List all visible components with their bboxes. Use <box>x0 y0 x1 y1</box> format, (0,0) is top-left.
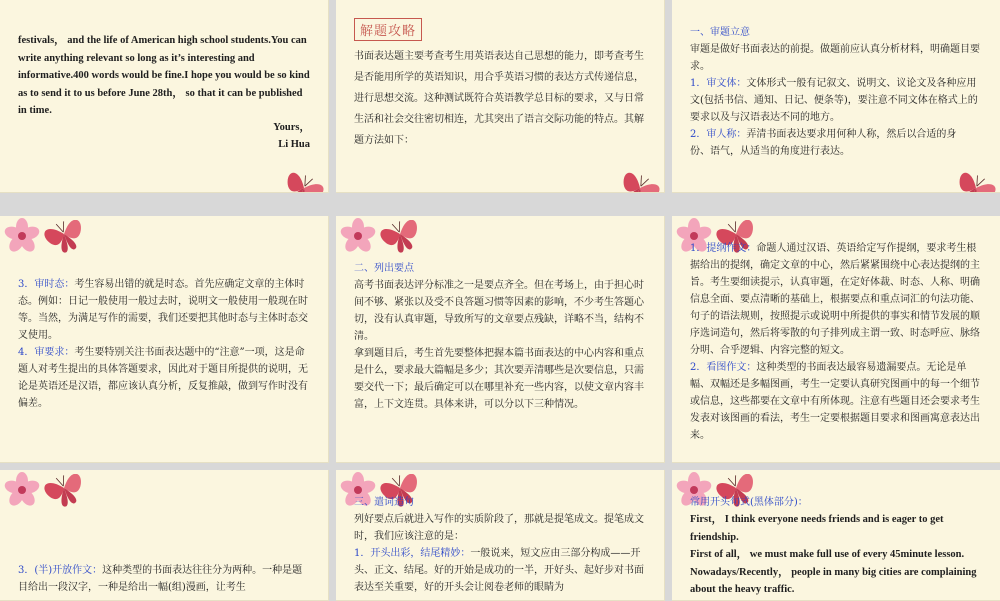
butterfly-icon <box>282 172 328 193</box>
heading-wording: 三、遣词造句 <box>354 497 414 508</box>
slide-5 <box>336 216 665 463</box>
butterfly-icon <box>44 474 84 508</box>
slide-4 <box>0 216 329 463</box>
item-requirement: 4．审要求：考生要特别关注书面表达题中的“注意”一项，这是命题人对考生提出的具体答题要求，因此对于题目所提供的说明，无论是英语还是汉语，都应该认真分析，反复推敲，做到写作时没有偏差。 <box>18 347 308 409</box>
item-person: 2．审人称：弄清书面表达要求用何种人称，然后以合适的身 <box>690 129 957 140</box>
butterfly-icon <box>380 220 420 254</box>
item-genre: 1．审文体：文体形式一般有记叙文、说明文、议论文及各种应用文(包括书信、通知、日记、便条等)，要注意不同文体在格式上的要求以及与汉语表达不同的地方。 <box>690 78 978 123</box>
slide-3 <box>672 0 1000 193</box>
item-opening-ending: 1．开头出彩，结尾精妙：一般说来，短文应由三部分构成——开头、正文、结尾。好的开始是成功的一半，开好头、起好步对书面表达至关重要，好的开头会让阅卷老师的眼睛为 <box>354 548 644 593</box>
letter-body: festivals， and the life of American high school students.You can write anything relevant so long as it’s interesting and informative.400 words would be fine.I hope you would be so kind as to send it to us before June 28th， so that it can be published in time. <box>18 35 310 116</box>
wording-para-1: 列好要点后就进入写作的实质阶段了，那就是提笔成文。提笔成文时，我们应该注意的是： <box>354 514 644 542</box>
butterfly-icon <box>44 220 84 254</box>
heading-opening-patterns: 常用开头句式(黑体部分)： <box>690 497 808 508</box>
section-title-box: 解题攻略 <box>354 18 422 41</box>
item-picture-writing: 2．看图作文：这种类型的书面表达最容易遗漏要点。无论是单幅、双幅还是多幅图画，考生一定要认真研究图画中的每一个细节或信息，这些都要在文章中有所体现。注意有些题目还会要求考生发表对该图画的看法，考生一定要根据题目要求和图画寓意表达出来。 <box>690 362 980 441</box>
flower-icon <box>2 472 44 508</box>
pattern-line: Nowadays/Recently， people in many big cities are complaining about the heavy traffic. <box>690 566 977 595</box>
slide-9 <box>672 470 1000 601</box>
heading-key-points: 二、列出要点 <box>354 263 414 274</box>
letter-closing: Yours， <box>273 122 310 133</box>
item-tense: 3．审时态：考生容易出错的就是时态。首先应确定文章的主体时态。例如：日记一般使用一般过去时，说明文一般使用一般现在时等。当然，为满足写作的需要，我们还要把其他时态与主体时态交叉使用。 <box>18 279 308 341</box>
letter-signature: Li Hua <box>278 139 310 150</box>
intro-paragraph: 书面表达题主要考查考生用英语表达自己思想的能力，即考查考生是否能用所学的英语知识，用合乎英语习惯的表达方式传递信息，进行思想交流。这种测试既符合英语教学总目标的要求，又与日常生活和社会交往密切相连，尤其突出了语言交际功能的特点。其解题方法如下： <box>354 51 644 146</box>
butterfly-icon <box>954 172 1000 193</box>
item-person-cont: 份、语气，从适当的角度进行表达。 <box>690 146 850 157</box>
item-open-writing: 3．(半)开放作文：这种类型的书面表达往往分为两种。一种是题目给出一段汉字，一种是给出一幅(组)漫画，让考生 <box>18 565 303 593</box>
key-points-para-2: 拿到题目后，考生首先要整体把握本篇书面表达的中心内容和重点是什么，要求最大篇幅是多少；其次要弄清哪些是次要信息，只需要交代一下；最后确定可以在哪里补充一些内容，以使文章内容丰富，上下文连贯。具体来讲，可以分以下三种情况。 <box>354 348 644 410</box>
pattern-line: First of all， we must make full use of every 45minute lesson. <box>690 549 965 560</box>
slide-6 <box>672 216 1000 463</box>
slide-8 <box>336 470 665 601</box>
slide-7 <box>0 470 329 601</box>
flower-icon <box>2 218 44 254</box>
heading-review: 一、审题立意 <box>690 27 750 38</box>
key-points-para-1: 高考书面表达评分标准之一是要点齐全。但在考场上，由于担心时间不够、紧张以及受不良答题习惯等因素的影响，不少考生答题心切，没有认真审题，导致所写的文章要点残缺，详略不当，结构不清。 <box>354 280 644 342</box>
flower-icon <box>338 218 380 254</box>
butterfly-icon <box>618 172 664 193</box>
slide-1 <box>0 0 329 193</box>
item-outline-writing: 1．提纲作文：命题人通过汉语、英语给定写作提纲，要求考生根据给出的提纲，确定文章的中心，然后紧紧围绕中心表达提纲的主旨。考生要细读提示，认真审题，在定好体裁、时态、人称、明确信息全面、要点清晰的基础上，根据要点和重点词汇的句法功能、句子的语法规则，按照提示或说明中所提供的事实和情节发展的顺序选词造句，然后将零散的句子排列成主谓一致、时态呼应、脉络分明、合乎逻辑、内容完整的短文。 <box>690 243 980 356</box>
slide-2 <box>336 0 665 193</box>
pattern-line: First， I think everyone needs friends and is eager to get friendship. <box>690 514 944 543</box>
review-intro: 审题是做好书面表达的前提。做题前应认真分析材料，明确题目要求。 <box>690 44 980 72</box>
